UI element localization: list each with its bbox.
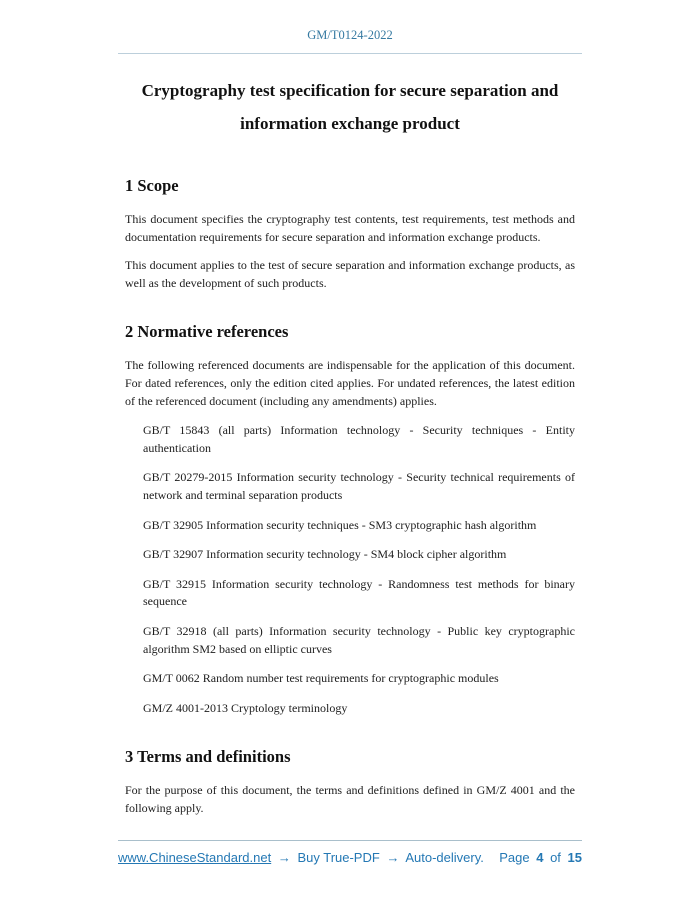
reference-item: GB/T 32918 (all parts) Information security technology - Public key cryptographic algorithm SM2 based on elliptic curves [143,623,575,656]
page-header [125,0,575,53]
document-title [125,74,575,140]
document-title-line1: Cryptography test specification for secure separation and [141,81,559,100]
section-heading-normative-references: 2 Normative references [125,322,289,342]
reference-list [125,422,575,717]
reference-item: GM/T 0062 Random number test requirements for cryptographic modules [143,671,499,686]
reference-item: GB/T 32907 Information security technology - SM4 block cipher algorithm [143,547,507,562]
scope-paragraph-2: This document applies to the test of secure separation and information exchange products, as well as the development of such products. [125,258,575,290]
page-total: 15 [567,850,582,865]
page-current: 4 [536,850,544,865]
footer-page-indicator [496,850,582,865]
page-footer [118,840,582,865]
section-scope [125,176,575,292]
document-title-line2: information exchange product [240,114,460,133]
terms-paragraph-1: For the purpose of this document, the terms and definitions defined in GM/Z 4001 and the following apply. [125,783,575,815]
footer-left [118,850,487,865]
section-terms-definitions [125,747,575,817]
reference-item: GM/Z 4001-2013 Cryptology terminology [143,700,348,715]
document-page [125,0,575,817]
header-rule [118,53,582,54]
page-label: Page [499,850,530,865]
footer-delivery-label: Auto-delivery. [405,850,484,865]
reference-item: GB/T 32915 Information security technology - Randomness test methods for binary sequence [143,576,575,609]
reference-item: GB/T 32905 Information security techniques - SM3 cryptographic hash algorithm [143,517,537,532]
section-heading-terms-definitions: 3 Terms and definitions [125,747,291,767]
section-heading-scope: 1 Scope [125,176,179,195]
arrow-icon: → [277,850,291,865]
scope-paragraph-1: This document specifies the cryptography test contents, test requirements, test methods and documentation requirements for secure separation and information exchange products. [125,212,575,244]
arrow-icon: → [386,850,400,865]
section-normative-references [125,322,575,717]
footer-buy-label: Buy True-PDF [297,850,380,865]
doc-number: GM/T0124-2022 [307,28,393,42]
reference-item: GB/T 15843 (all parts) Information technology - Security techniques - Entity authentication [143,423,575,455]
reference-item: GB/T 20279-2015 Information security technology - Security technical requirements of network and terminal separation products [143,470,575,502]
normative-intro-paragraph: The following referenced documents are indispensable for the application of this document. For dated references, only the edition cited applies. For undated references, the latest edition of the referenced document (including any amendments) applies. [125,358,575,408]
of-label: of [550,850,561,865]
chinesestandard-link[interactable]: www.ChineseStandard.net [118,850,272,865]
